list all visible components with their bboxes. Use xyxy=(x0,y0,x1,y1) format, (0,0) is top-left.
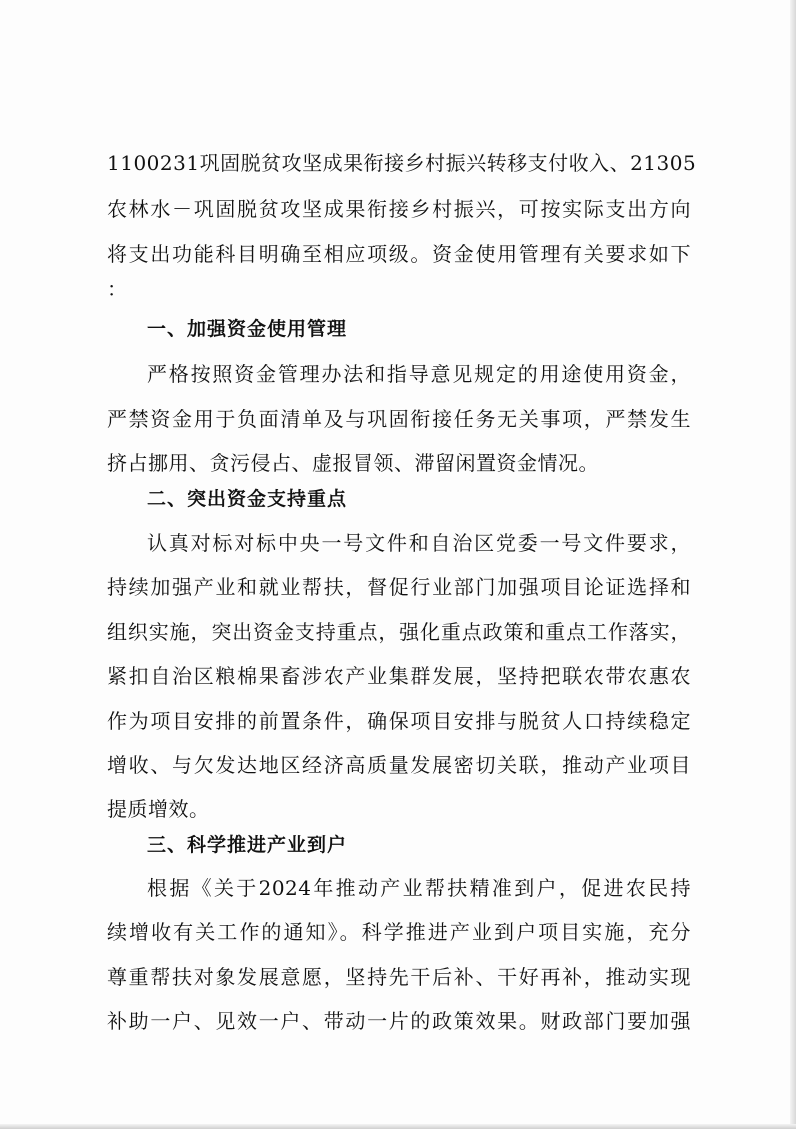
page-edge-right xyxy=(790,0,796,1129)
section-2-line-3: 组织实施，突出资金支持重点，强化重点政策和重点工作落实， xyxy=(107,620,691,644)
intro-line-1: 1100231巩固脱贫攻坚成果衔接乡村振兴转移支付收入、21305 xyxy=(107,151,697,175)
section-3-line-2: 续增收有关工作的通知》。科学推进产业到户项目实施，充分 xyxy=(107,920,691,944)
section-3-line-1: 根据《关于2024年推动产业帮扶精准到户，促进农民持 xyxy=(147,876,691,900)
section-2-line-1: 认真对标对标中央一号文件和自治区党委一号文件要求， xyxy=(147,531,691,555)
section-1-line-3: 挤占挪用、贪污侵占、虚报冒领、滞留闲置资金情况。 xyxy=(107,451,599,475)
section-2-line-6: 增收、与欠发达地区经济高质量发展密切关联，推动产业项目 xyxy=(107,753,691,777)
section-2-line-2: 持续加强产业和就业帮扶，督促行业部门加强项目论证选择和 xyxy=(107,575,691,599)
intro-line-4: ： xyxy=(107,277,128,301)
intro-line-2: 农林水－巩固脱贫攻坚成果衔接乡村振兴，可按实际支出方向 xyxy=(107,197,691,221)
intro-line-3: 将支出功能科目明确至相应项级。资金使用管理有关要求如下 xyxy=(107,242,691,266)
page-edge-bottom xyxy=(0,1124,796,1129)
section-heading-3: 三、科学推进产业到户 xyxy=(147,834,348,856)
section-heading-1: 一、加强资金使用管理 xyxy=(147,318,348,340)
section-1-line-2: 严禁资金用于负面清单及与巩固衔接任务无关事项，严禁发生 xyxy=(107,407,691,431)
section-heading-2: 二、突出资金支持重点 xyxy=(147,488,348,510)
section-1-line-1: 严格按照资金管理办法和指导意见规定的用途使用资金， xyxy=(147,362,691,386)
section-2-line-7: 提质增效。 xyxy=(107,797,210,821)
section-2-line-5: 作为项目安排的前置条件，确保项目安排与脱贫人口持续稳定 xyxy=(107,709,691,733)
section-3-line-4: 补助一户、见效一户、带动一片的政策效果。财政部门要加强 xyxy=(107,1009,691,1033)
section-3-line-3: 尊重帮扶对象发展意愿，坚持先干后补、干好再补，推动实现 xyxy=(107,965,691,989)
section-2-line-4: 紧扣自治区粮棉果畜涉农产业集群发展，坚持把联农带农惠农 xyxy=(107,664,691,688)
